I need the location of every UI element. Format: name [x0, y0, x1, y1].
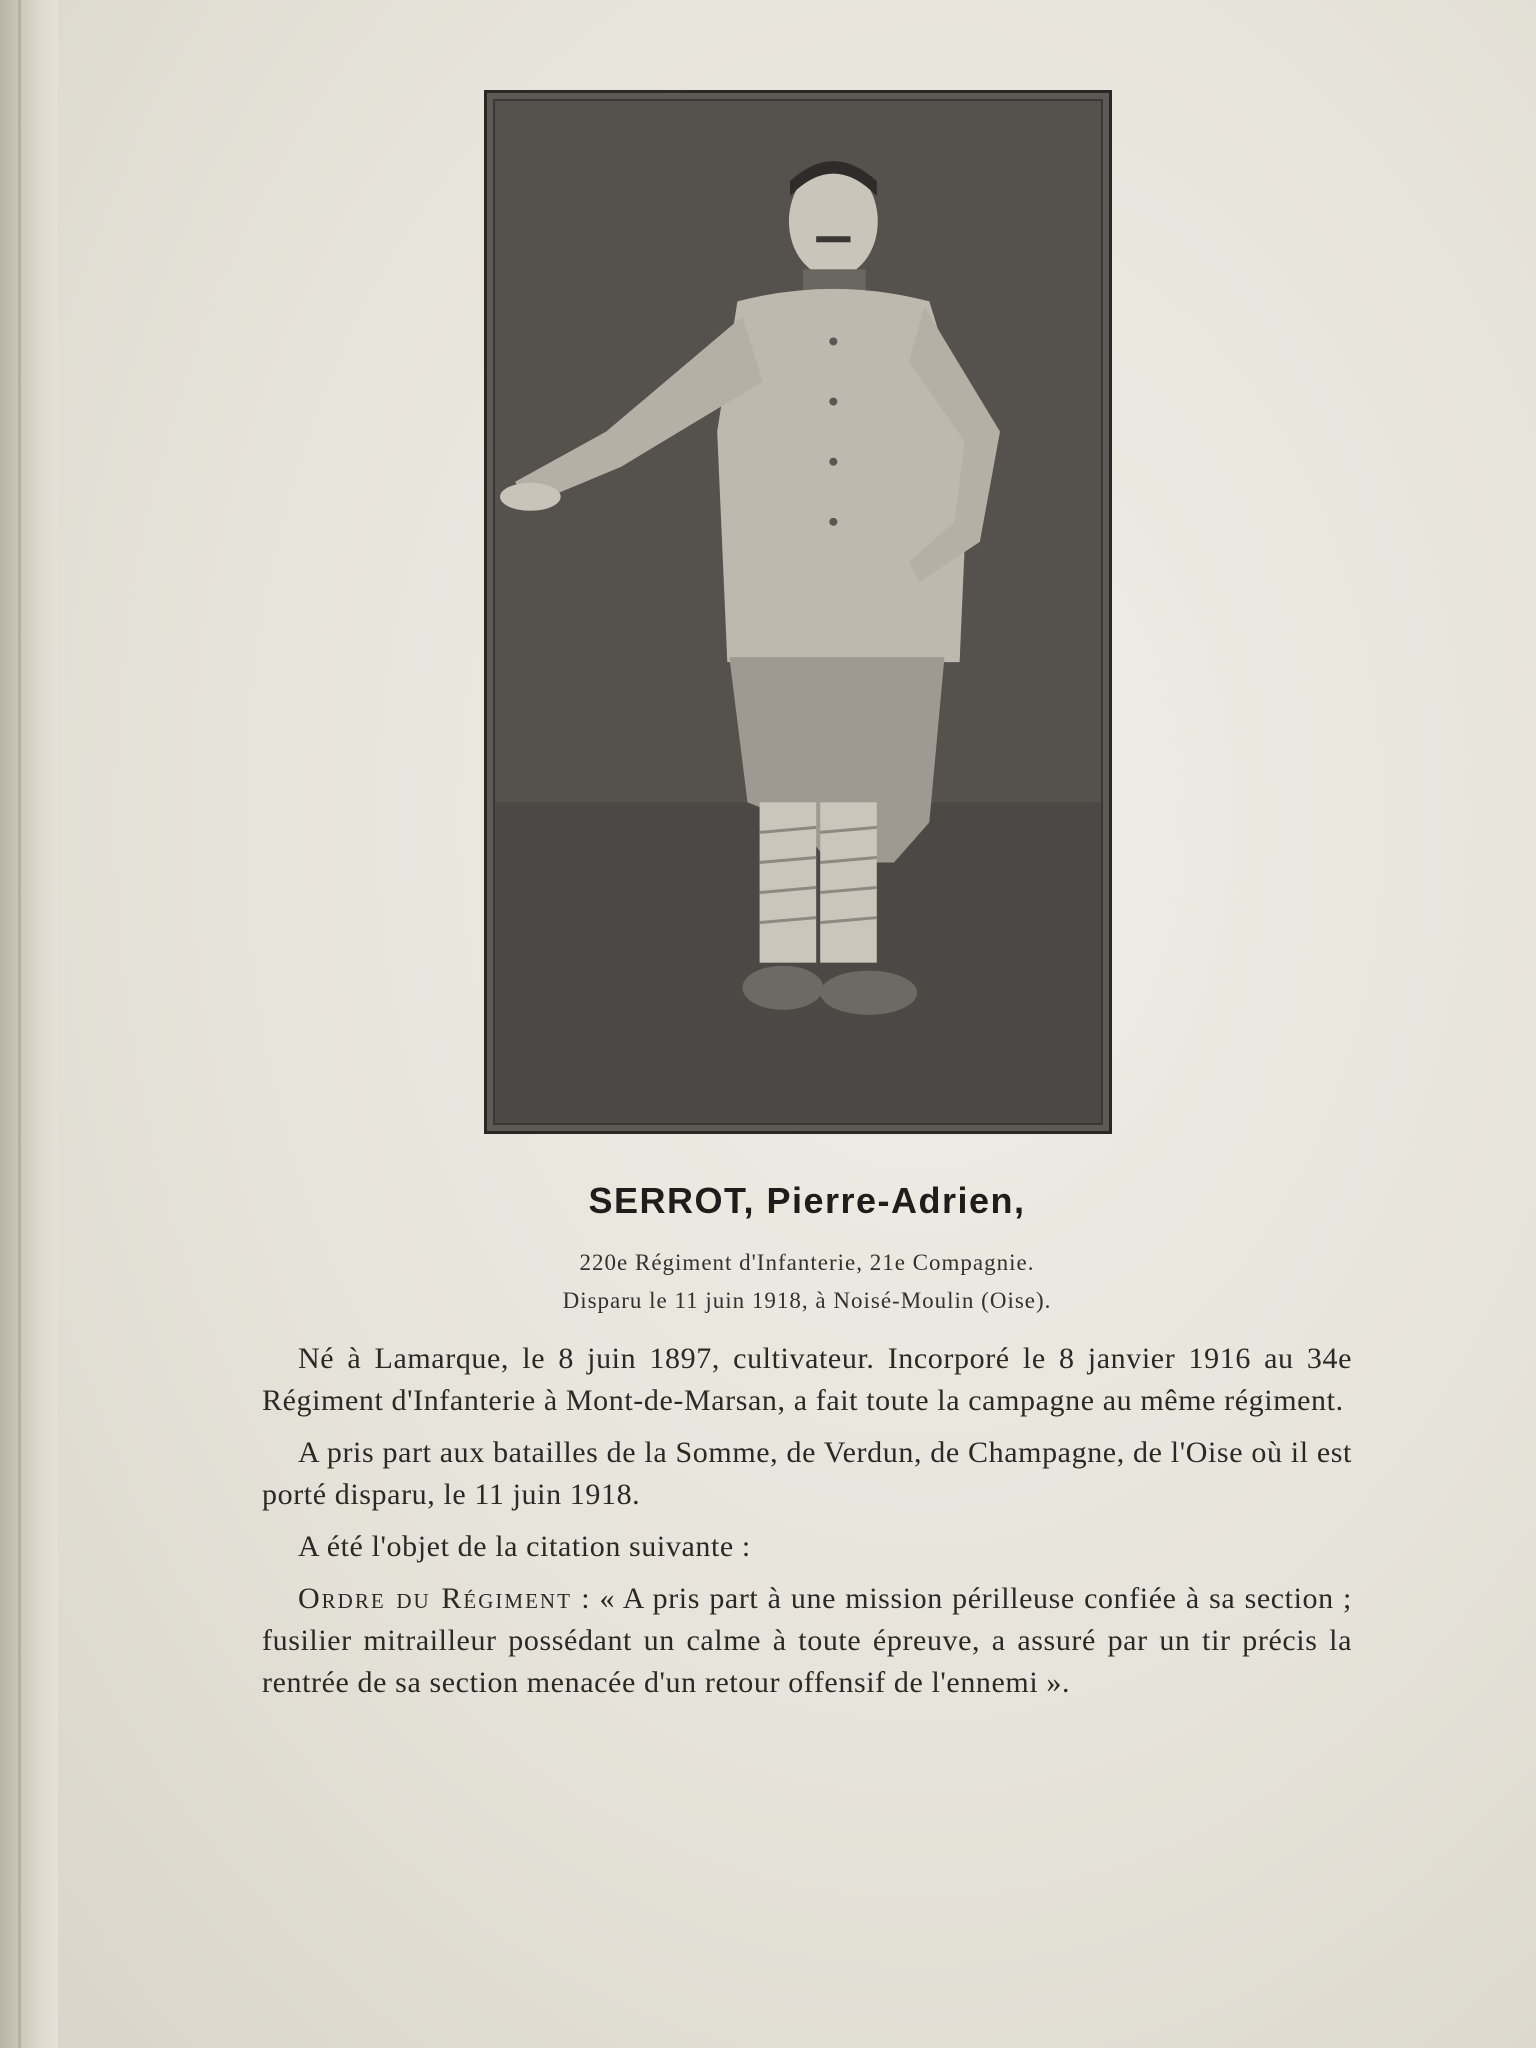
subheadings: [262, 1244, 1352, 1320]
binding-edge: [18, 0, 21, 2048]
citation-label: Ordre du Régiment: [298, 1582, 572, 1615]
paragraph-birth: Né à Lamarque, le 8 juin 1897, cultivateur. Incorporé le 8 janvier 1916 au 34e Régiment d'Infanterie à Mont-de-Marsan, a fait toute la campagne au même régiment.: [262, 1342, 1352, 1417]
portrait-photo-frame: [484, 90, 1112, 1134]
citation-text: : « A pris part à une mission périlleuse confiée à sa section ; fusilier mitrailleur possédant un calme à toute épreuve, a assuré par un tir précis la rentrée de sa section menacée d'un retour offensif de l'ennemi ».: [262, 1582, 1352, 1699]
unit-line: 220e Régiment d'Infanterie, 21e Compagnie.: [579, 1250, 1035, 1275]
missing-line: Disparu le 11 juin 1918, à Noisé-Moulin (Oise).: [562, 1288, 1052, 1313]
soldier-name: SERROT, Pierre-Adrien,: [588, 1180, 1026, 1221]
paragraph-citation-intro: A été l'objet de la citation suivante :: [298, 1530, 751, 1563]
book-binding: [0, 0, 58, 2048]
portrait-photo: [493, 99, 1103, 1125]
biography-text: [262, 1180, 1352, 1704]
soldier-portrait-illustration: [495, 101, 1101, 1123]
paragraph-citation: [262, 1578, 1352, 1704]
paragraph-battles: A pris part aux batailles de la Somme, de Verdun, de Champagne, de l'Oise où il est porté disparu, le 11 juin 1918.: [262, 1436, 1352, 1511]
